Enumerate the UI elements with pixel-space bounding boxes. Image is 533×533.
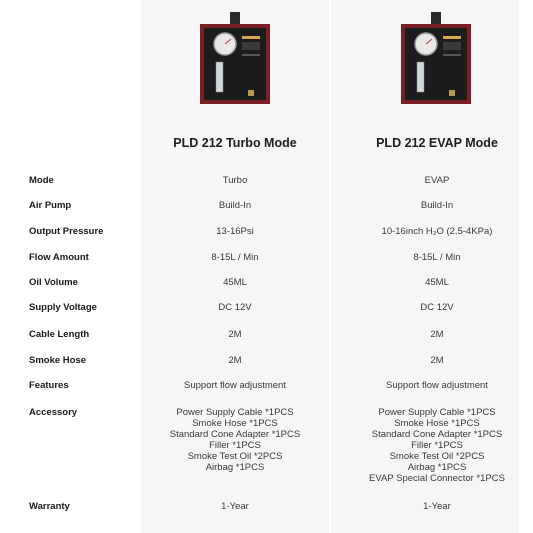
row-label-features: Features (29, 380, 69, 391)
evap-machine-image (399, 12, 473, 104)
turbo-mode-value: Turbo (222, 175, 248, 186)
evap-column-title: PLD 212 EVAP Mode (376, 136, 498, 150)
turbo-flow-amount-value: 8-15L / Min (211, 252, 259, 263)
list-item: Power Supply Cable *1PCS (378, 407, 496, 418)
turbo-smoke-hose-value: 2M (228, 355, 242, 366)
list-item: Smoke Test Oil *2PCS (187, 451, 283, 462)
list-item: Smoke Hose *1PCS (394, 418, 480, 429)
row-label-warranty: Warranty (29, 501, 70, 512)
list-item: Filler *1PCS (209, 440, 261, 451)
list-item: Power Supply Cable *1PCS (176, 407, 294, 418)
evap-warranty-value: 1-Year (423, 501, 451, 512)
row-label-flow-amount: Flow Amount (29, 252, 89, 263)
row-label-smoke-hose: Smoke Hose (29, 355, 87, 366)
evap-cable-length-value: 2M (430, 329, 444, 340)
turbo-supply-voltage-value: DC 12V (218, 302, 252, 313)
evap-mode-value: EVAP (424, 175, 450, 186)
turbo-warranty-value: 1-Year (221, 501, 249, 512)
turbo-accessory-list (141, 407, 329, 473)
evap-accessory-list (343, 407, 531, 484)
evap-air-pump-value: Build-In (420, 200, 454, 211)
list-item: Airbag *1PCS (205, 462, 265, 473)
evap-oil-volume-value: 45ML (425, 277, 449, 288)
evap-smoke-hose-value: 2M (430, 355, 444, 366)
row-label-air-pump: Air Pump (29, 200, 72, 211)
turbo-column-title: PLD 212 Turbo Mode (173, 136, 297, 150)
row-label-oil-volume: Oil Volume (29, 277, 78, 288)
evap-features-value: Support flow adjustment (386, 380, 488, 391)
row-label-supply-voltage: Supply Voltage (29, 302, 97, 313)
list-item: Standard Cone Adapter *1PCS (371, 429, 503, 440)
turbo-air-pump-value: Build-In (218, 200, 252, 211)
list-item: Airbag *1PCS (407, 462, 467, 473)
evap-supply-voltage-value: DC 12V (420, 302, 454, 313)
turbo-features-value: Support flow adjustment (184, 380, 286, 391)
row-label-accessory: Accessory (29, 407, 78, 418)
row-label-output-pressure: Output Pressure (29, 226, 104, 237)
list-item: Smoke Test Oil *2PCS (389, 451, 485, 462)
evap-output-pressure-value: 10-16inch H₂O (2.5-4KPa) (381, 226, 493, 237)
list-item: Filler *1PCS (411, 440, 463, 451)
evap-flow-amount-value: 8-15L / Min (413, 252, 461, 263)
list-item: EVAP Special Connector *1PCS (369, 473, 505, 484)
turbo-output-pressure-value: 13-16Psi (216, 226, 254, 237)
turbo-cable-length-value: 2M (228, 329, 242, 340)
list-item: Standard Cone Adapter *1PCS (169, 429, 301, 440)
row-label-mode: Mode (29, 175, 54, 186)
list-item: Smoke Hose *1PCS (192, 418, 278, 429)
turbo-machine-image (198, 12, 272, 104)
turbo-oil-volume-value: 45ML (223, 277, 247, 288)
row-label-cable-length: Cable Length (29, 329, 90, 340)
